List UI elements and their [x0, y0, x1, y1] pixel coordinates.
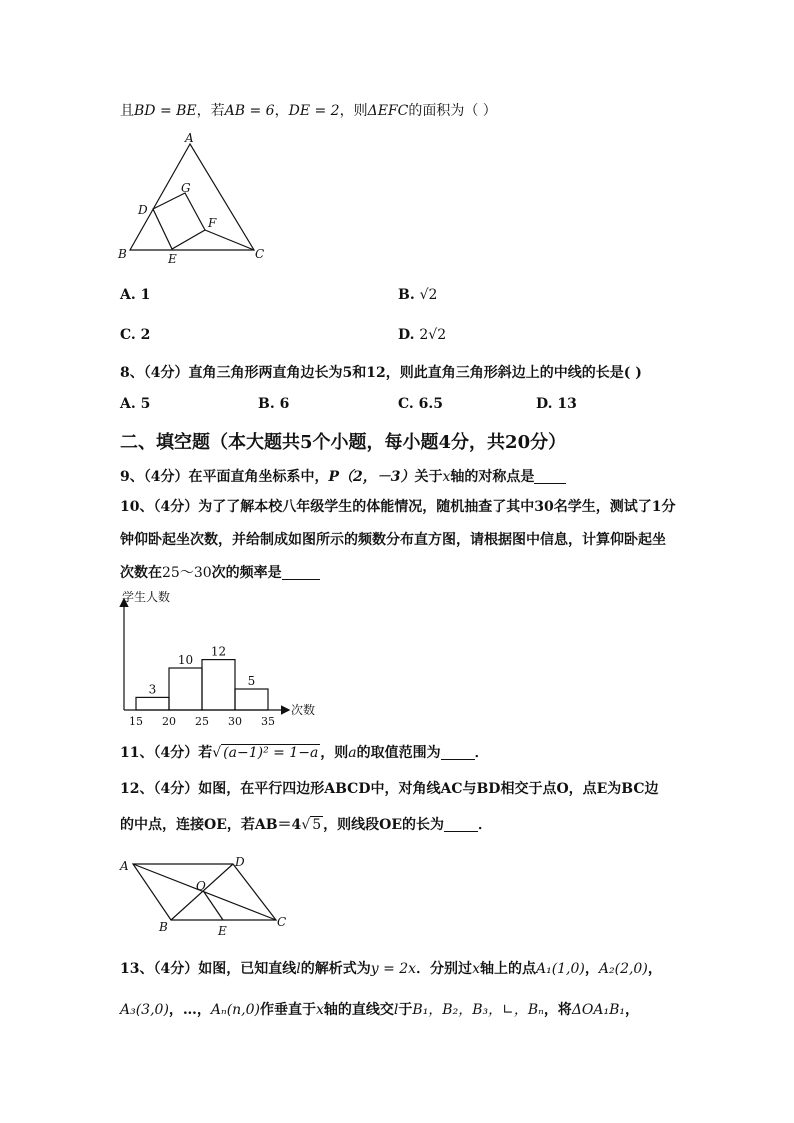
q9-stem: 9、（4分）在平面直角坐标系中，P（2，－3）关于x轴的对称点是 — [120, 467, 566, 487]
fig-label-b: B — [118, 247, 127, 261]
bar-value-label: 3 — [148, 682, 157, 697]
fig-label-e: E — [168, 252, 177, 265]
x-tick-label: 30 — [228, 715, 242, 728]
q12-parallelogram-figure — [112, 850, 302, 942]
histogram-bar — [169, 668, 202, 710]
q13-line2: A₃(3,0)，…，Aₙ(n,0)作垂直于x轴的直线交l于B₁，B₂，B₃，∟，Bₙ，将ΔOA₁B₁， — [120, 1002, 640, 1018]
frequency-histogram — [112, 588, 332, 730]
x-tick-label: 15 — [129, 715, 143, 728]
q11-answer-blank[interactable] — [441, 745, 475, 760]
q12-answer-blank[interactable] — [444, 817, 478, 832]
fig-label-d: D — [138, 203, 148, 217]
fig-label-o: O — [196, 879, 206, 893]
fig-label-f: F — [208, 216, 217, 230]
q7-stem: 且BD = BE，若AB = 6，DE = 2，则ΔEFC的面积为（ ） — [120, 103, 497, 119]
q8-option-c[interactable]: C. 6.5 — [398, 396, 444, 412]
q8-stem: 8、（4分）直角三角形两直角边长为5和12，则此直角三角形斜边上的中线的长是( ) — [120, 365, 642, 381]
histogram-bar — [202, 660, 235, 710]
q11-stem: 11、（4分）若√ (a−1)² = 1−a ，则a的取值范围为 ． — [120, 745, 489, 761]
q7-option-d[interactable]: D. 2√2 — [398, 327, 447, 343]
q10-line3: 次数在25～30次的频率是 — [120, 563, 320, 583]
x-axis-label: 次数 — [291, 703, 316, 717]
fig-label-a: A — [120, 859, 129, 873]
q7-option-a[interactable]: A. 1 — [120, 287, 151, 303]
x-tick-label: 25 — [195, 715, 209, 728]
fig-label-c: C — [255, 247, 265, 261]
bar-value-label: 12 — [210, 644, 227, 659]
fig-label-b: B — [159, 920, 168, 934]
q9-answer-blank[interactable] — [534, 469, 566, 484]
fig-label-a: A — [185, 131, 194, 145]
fig-label-d: D — [235, 855, 245, 869]
x-tick-label: 20 — [162, 715, 176, 728]
q13-line1: 13、（4分）如图，已知直线l的解析式为y = 2x．分别过x轴上的点A₁(1,0)，A₂(2,0)， — [120, 961, 662, 977]
q12-line1: 12、（4分）如图，在平行四边形ABCD中，对角线AC与BD相交于点O，点E为BC边 — [120, 781, 659, 797]
y-axis-label: 学生人数 — [122, 590, 171, 604]
q10-line1: 10、（4分）为了了解本校八年级学生的体能情况，随机抽查了其中30名学生，测试了1分 — [120, 499, 676, 515]
fig-label-c: C — [277, 915, 287, 929]
q10-answer-blank[interactable] — [282, 565, 320, 580]
q8-option-d[interactable]: D. 13 — [536, 396, 577, 412]
bar-value-label: 10 — [177, 653, 194, 667]
q7-triangle-figure — [112, 130, 272, 265]
fig-label-g: G — [181, 181, 191, 195]
q12-line2: 的中点，连接OE，若AB＝4√ 5 ，则线段OE的长为 ． — [120, 817, 493, 833]
q7-option-b[interactable]: B. √2 — [398, 287, 438, 303]
x-tick-label: 35 — [261, 715, 275, 728]
q7-option-c[interactable]: C. 2 — [120, 327, 151, 343]
section-heading: 二、填空题（本大题共5个小题，每小题4分，共20分） — [120, 432, 567, 453]
fig-label-e: E — [218, 924, 227, 938]
bar-value-label: 5 — [247, 674, 256, 688]
q10-line2: 钟仰卧起坐次数，并给制成如图所示的频数分布直方图，请根据图中信息，计算仰卧起坐 — [120, 532, 666, 548]
q8-option-b[interactable]: B. 6 — [258, 396, 290, 412]
histogram-bar — [235, 689, 268, 710]
q8-option-a[interactable]: A. 5 — [120, 396, 151, 412]
histogram-bar — [136, 697, 169, 710]
